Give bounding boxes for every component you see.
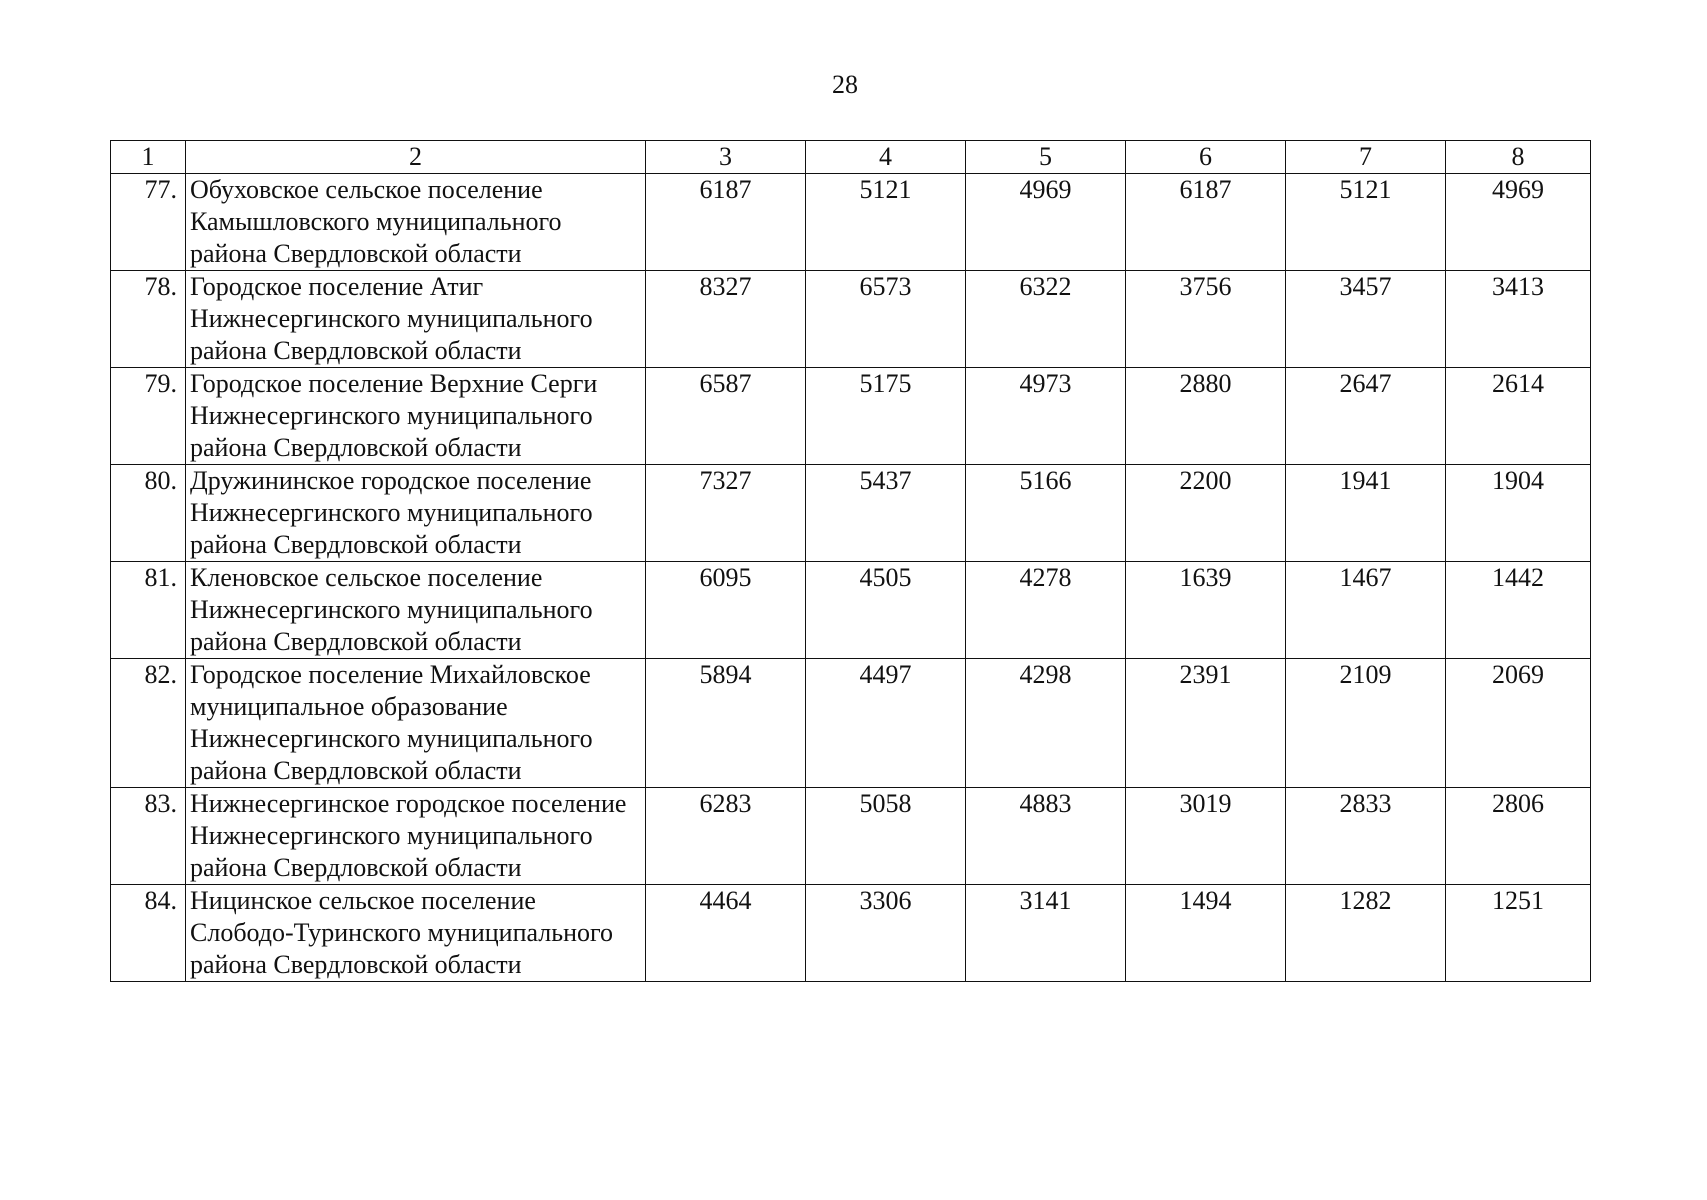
table-row (111, 659, 1591, 788)
cell-value: 2200 (1126, 465, 1286, 562)
table-header-row (111, 141, 1591, 174)
column-header: 4 (806, 141, 966, 174)
cell-value: 2109 (1286, 659, 1446, 788)
cell-value: 4497 (806, 659, 966, 788)
cell-value: 4278 (966, 562, 1126, 659)
cell-value: 1467 (1286, 562, 1446, 659)
cell-value: 3306 (806, 885, 966, 982)
cell-value: 6187 (1126, 174, 1286, 271)
column-header: 2 (186, 141, 646, 174)
cell-value: 1442 (1446, 562, 1591, 659)
cell-value: 5175 (806, 368, 966, 465)
table-row (111, 174, 1591, 271)
settlement-name: Дружининское городское поселение Нижнесергинского муниципального района Свердловской области (186, 465, 646, 562)
table-row (111, 465, 1591, 562)
settlement-name: Обуховское сельское поселение Камышловского муниципального района Свердловской области (186, 174, 646, 271)
cell-value: 1282 (1286, 885, 1446, 982)
page-number: 28 (832, 70, 858, 99)
cell-value: 5166 (966, 465, 1126, 562)
cell-value: 4298 (966, 659, 1126, 788)
cell-value: 3756 (1126, 271, 1286, 368)
data-table (110, 140, 1591, 982)
cell-value: 6095 (646, 562, 806, 659)
cell-value: 2614 (1446, 368, 1591, 465)
column-header: 1 (111, 141, 186, 174)
cell-value: 6322 (966, 271, 1126, 368)
cell-value: 3019 (1126, 788, 1286, 885)
cell-value: 2069 (1446, 659, 1591, 788)
settlement-name: Ницинское сельское поселение Слободо-Туринского муниципального района Свердловской области (186, 885, 646, 982)
table-row (111, 368, 1591, 465)
row-number: 84. (111, 885, 186, 982)
cell-value: 6573 (806, 271, 966, 368)
cell-value: 1494 (1126, 885, 1286, 982)
cell-value: 4464 (646, 885, 806, 982)
cell-value: 8327 (646, 271, 806, 368)
table-row (111, 271, 1591, 368)
cell-value: 1639 (1126, 562, 1286, 659)
cell-value: 4973 (966, 368, 1126, 465)
column-header: 5 (966, 141, 1126, 174)
row-number: 80. (111, 465, 186, 562)
table-row (111, 885, 1591, 982)
column-header: 3 (646, 141, 806, 174)
cell-value: 5121 (1286, 174, 1446, 271)
table-row (111, 788, 1591, 885)
column-header: 6 (1126, 141, 1286, 174)
data-table-container (110, 140, 1590, 982)
cell-value: 3413 (1446, 271, 1591, 368)
cell-value: 5894 (646, 659, 806, 788)
cell-value: 5121 (806, 174, 966, 271)
cell-value: 4969 (1446, 174, 1591, 271)
settlement-name: Городское поселение Михайловское муниципальное образование Нижнесергинского муниципального района Свердловской области (186, 659, 646, 788)
cell-value: 6587 (646, 368, 806, 465)
cell-value: 7327 (646, 465, 806, 562)
row-number: 77. (111, 174, 186, 271)
settlement-name: Нижнесергинское городское поселение Нижнесергинского муниципального района Свердловской области (186, 788, 646, 885)
cell-value: 2833 (1286, 788, 1446, 885)
row-number: 81. (111, 562, 186, 659)
cell-value: 1941 (1286, 465, 1446, 562)
cell-value: 6187 (646, 174, 806, 271)
cell-value: 2880 (1126, 368, 1286, 465)
cell-value: 6283 (646, 788, 806, 885)
column-header: 8 (1446, 141, 1591, 174)
row-number: 83. (111, 788, 186, 885)
row-number: 82. (111, 659, 186, 788)
cell-value: 2391 (1126, 659, 1286, 788)
settlement-name: Кленовское сельское поселение Нижнесергинского муниципального района Свердловской области (186, 562, 646, 659)
cell-value: 2806 (1446, 788, 1591, 885)
row-number: 79. (111, 368, 186, 465)
settlement-name: Городское поселение Верхние Серги Нижнесергинского муниципального района Свердловской области (186, 368, 646, 465)
cell-value: 4883 (966, 788, 1126, 885)
column-header: 7 (1286, 141, 1446, 174)
cell-value: 1904 (1446, 465, 1591, 562)
cell-value: 4969 (966, 174, 1126, 271)
cell-value: 2647 (1286, 368, 1446, 465)
cell-value: 5437 (806, 465, 966, 562)
cell-value: 3141 (966, 885, 1126, 982)
cell-value: 1251 (1446, 885, 1591, 982)
cell-value: 4505 (806, 562, 966, 659)
cell-value: 3457 (1286, 271, 1446, 368)
settlement-name: Городское поселение Атиг Нижнесергинского муниципального района Свердловской области (186, 271, 646, 368)
cell-value: 5058 (806, 788, 966, 885)
table-row (111, 562, 1591, 659)
row-number: 78. (111, 271, 186, 368)
